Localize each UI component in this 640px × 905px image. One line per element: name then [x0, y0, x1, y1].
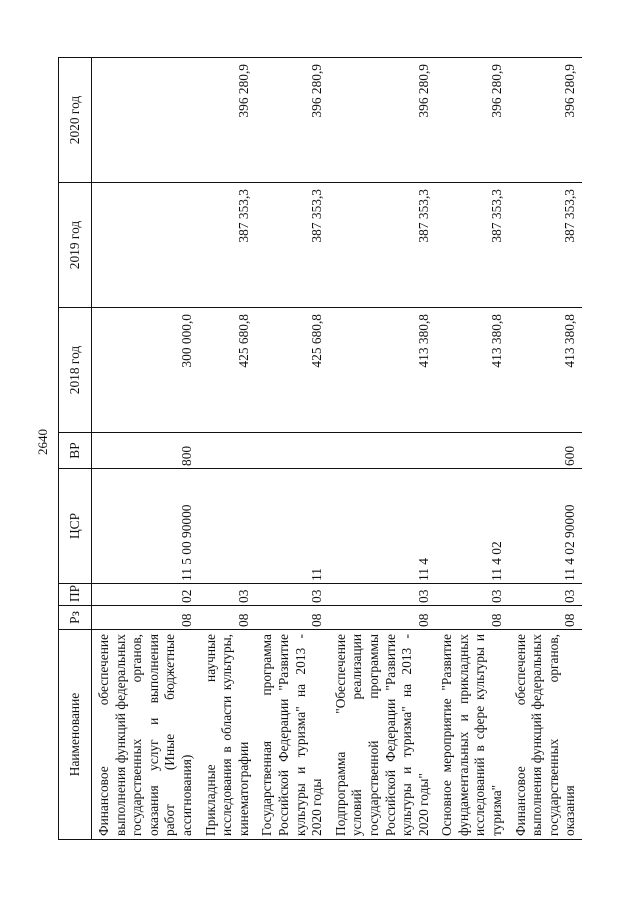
row-pr: 03	[199, 584, 256, 606]
header-pr: ПР	[59, 584, 92, 606]
row-2019: 387 353,3	[435, 183, 508, 308]
row-vr	[255, 433, 328, 469]
row-2019	[92, 183, 199, 308]
row-name: Основное мероприятие "Развитие фундаментальных и прикладных исследований в сфере культуры и туризма"	[435, 630, 508, 840]
row-2020: 396 280,9	[199, 58, 256, 183]
table-row	[435, 58, 508, 840]
page-number: 2640	[35, 429, 50, 455]
table-row	[92, 58, 199, 840]
table-row	[199, 58, 256, 840]
row-csr: 11	[255, 469, 328, 584]
row-rz: 08	[199, 606, 256, 630]
row-2018: 413 380,8	[329, 308, 436, 433]
budget-table-container	[58, 58, 588, 840]
row-pr: 03	[329, 584, 436, 606]
row-2020: 396 280,9	[329, 58, 436, 183]
row-2018: 413 380,8	[509, 308, 582, 433]
row-pr: 02	[92, 584, 199, 606]
row-vr: 600	[509, 433, 582, 469]
row-name: Финансовое обеспечение выполнения функций федеральных государственных органов, оказания услуг и выполнения работ (Иные бюджетные ассигнования)	[92, 630, 199, 840]
row-vr	[199, 433, 256, 469]
header-2020: 2020 год	[59, 58, 92, 183]
table-header-row	[59, 58, 92, 840]
row-rz: 08	[255, 606, 328, 630]
header-2018: 2018 год	[59, 308, 92, 433]
row-2020: 396 280,9	[435, 58, 508, 183]
row-2020: 396 280,9	[255, 58, 328, 183]
budget-table	[58, 57, 582, 840]
row-2019: 387 353,3	[509, 183, 582, 308]
header-name: Наименование	[59, 630, 92, 840]
row-pr: 03	[255, 584, 328, 606]
row-csr: 11 4 02 90000	[509, 469, 582, 584]
row-vr	[329, 433, 436, 469]
row-2018: 425 680,8	[255, 308, 328, 433]
row-name: Прикладные научные исследования в области культуры, кинематографии	[199, 630, 256, 840]
row-pr: 03	[509, 584, 582, 606]
row-2019: 387 353,3	[199, 183, 256, 308]
row-2020	[92, 58, 199, 183]
header-rz: Рз	[59, 606, 92, 630]
row-csr: 11 4	[329, 469, 436, 584]
row-2018: 300 000,0	[92, 308, 199, 433]
row-pr: 03	[435, 584, 508, 606]
row-csr	[199, 469, 256, 584]
header-2019: 2019 год	[59, 183, 92, 308]
row-rz: 08	[329, 606, 436, 630]
row-rz: 08	[92, 606, 199, 630]
row-2018: 413 380,8	[435, 308, 508, 433]
row-2019: 387 353,3	[329, 183, 436, 308]
table-row	[329, 58, 436, 840]
header-csr: ЦСР	[59, 469, 92, 584]
row-rz: 08	[435, 606, 508, 630]
row-name: Финансовое обеспечение выполнения функций федеральных государственных органов, оказания	[509, 630, 582, 840]
row-rz: 08	[509, 606, 582, 630]
table-row	[509, 58, 582, 840]
row-2020: 396 280,9	[509, 58, 582, 183]
row-vr	[435, 433, 508, 469]
row-vr: 800	[92, 433, 199, 469]
header-vr: ВР	[59, 433, 92, 469]
row-2019: 387 353,3	[255, 183, 328, 308]
row-csr: 11 5 00 90000	[92, 469, 199, 584]
row-name: Подпрограмма "Обеспечение условий реализации государственной программы Российской Федерации "Развитие культуры и туризма" на 2013 - 2020 годы"	[329, 630, 436, 840]
row-csr: 11 4 02	[435, 469, 508, 584]
table-row	[255, 58, 328, 840]
row-name: Государственная программа Российской Федерации "Развитие культуры и туризма" на 2013 - 2020 годы	[255, 630, 328, 840]
row-2018: 425 680,8	[199, 308, 256, 433]
